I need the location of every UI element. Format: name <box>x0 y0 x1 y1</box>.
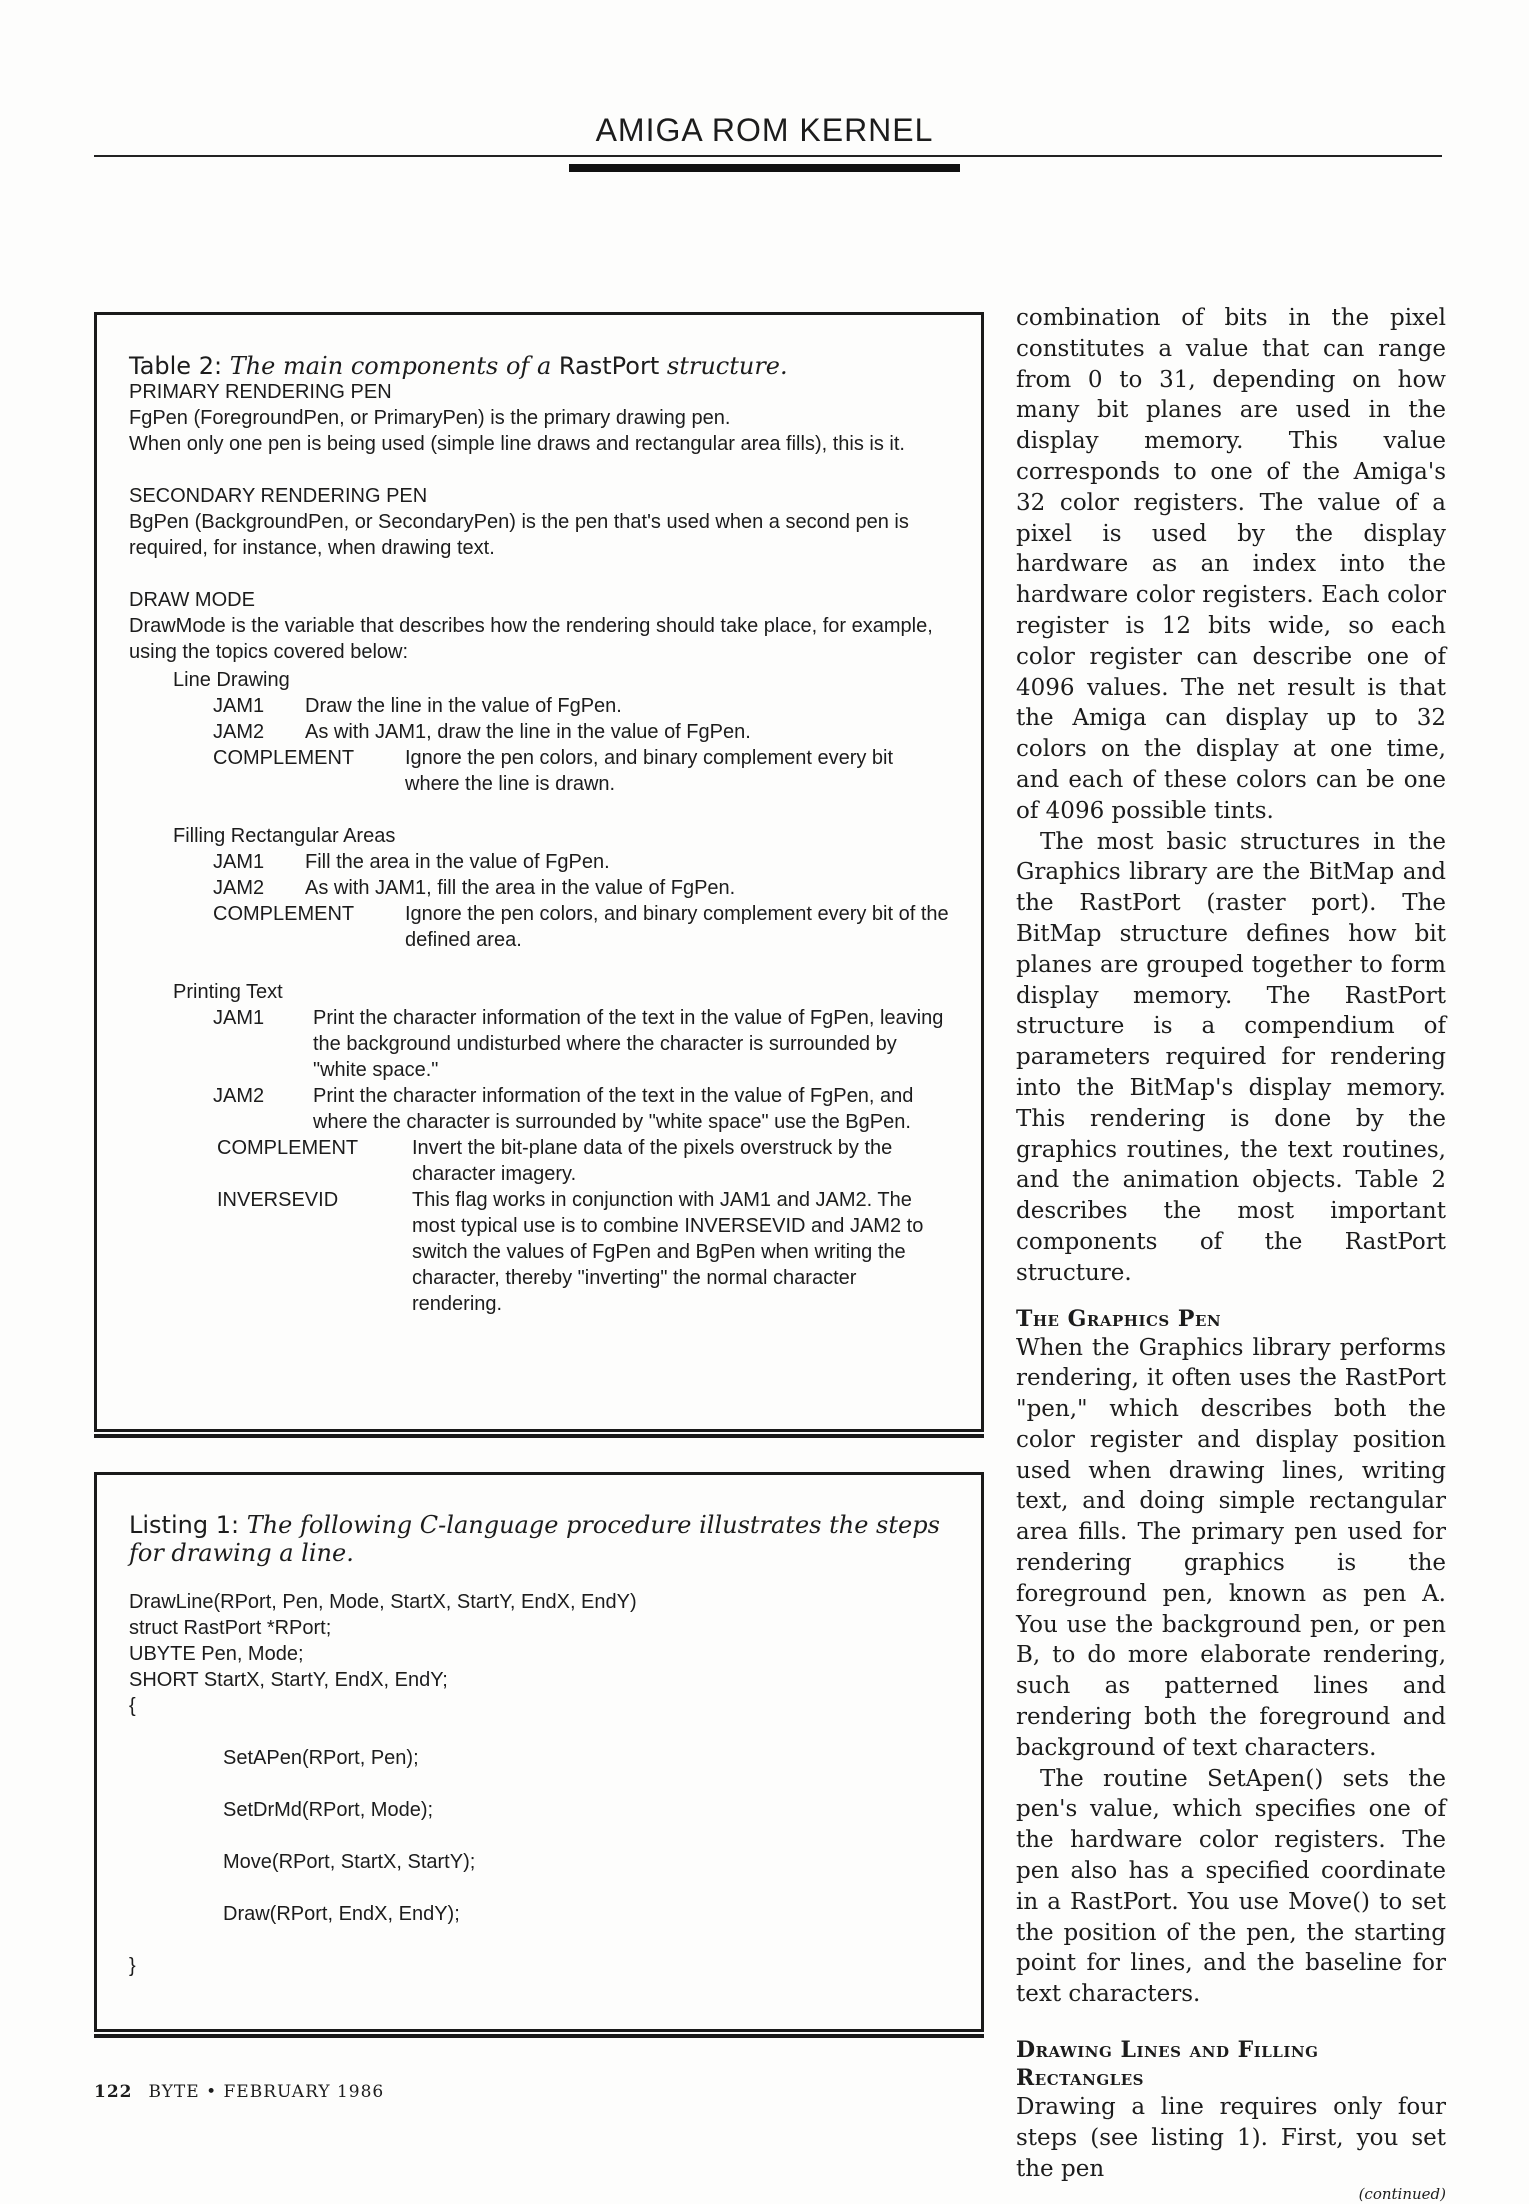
mode-key: JAM2 <box>213 877 265 899</box>
group-title: Printing Text <box>173 981 283 1003</box>
body-paragraph: When the Graphics library performs rendering, it often uses the RastPort "pen," which describes both the color register and display position used when drawing lines, writing text, and doing simple rectangular area fills. The primary pen used for rendering graphics is the foreground pen, known as pen A. You use the background pen, or pen B, to do more elaborate rendering, such as patterned lines and rendering both the foreground and background of text characters. <box>1016 1334 1446 1761</box>
listing-1-caption-text: The following C-language procedure illustrates the steps for drawing a line. <box>129 1511 940 1567</box>
subhead-line-1: Drawing Lines and Filling <box>1016 2037 1319 2064</box>
primary-pen-section <box>129 379 949 457</box>
secondary-pen-section <box>129 483 949 561</box>
mode-desc: Print the character information of the text in the value of FgPen, and where the character is surrounded by "white space" use the BgPen. <box>313 1085 914 1133</box>
mode-key: COMPLEMENT <box>213 747 355 769</box>
section-text: DrawMode is the variable that describes how the rendering should take place, for example, using the topics covered below: <box>129 615 933 663</box>
subhead-line-2: Rectangles <box>1016 2065 1144 2092</box>
body-paragraph: The routine SetApen() sets the pen's value, which specifies one of the hardware color registers. The pen also has a specified coordinate in a RastPort. You use Move() to set the position of the pen, the starting point for lines, and the baseline for text characters. <box>1016 1765 1446 2008</box>
table-2-content <box>129 353 949 1343</box>
listing-1-content <box>129 1511 959 1979</box>
code-line: { <box>129 1695 136 1717</box>
listing-1-box <box>94 1472 984 2032</box>
mode-desc: This flag works in conjunction with JAM1 and JAM2. The most typical use is to combine INVERSEVID and JAM2 to switch the values of FgPen and BgPen when writing the character, thereby "inverting" the normal character rendering. <box>412 1189 924 1315</box>
section-heading: PRIMARY RENDERING PEN <box>129 381 392 403</box>
section-text: FgPen (ForegroundPen, or PrimaryPen) is the primary drawing pen. <box>129 407 731 429</box>
mode-desc: Print the character information of the text in the value of FgPen, leaving the background undisturbed where the character is surrounded by "white space." <box>313 1007 944 1081</box>
section-text: When only one pen is being used (simple line draws and rectangular area fills), this is it. <box>129 433 905 455</box>
mode-key: JAM1 <box>213 1007 265 1029</box>
code-line: SetAPen(RPort, Pen); <box>223 1747 419 1769</box>
table-2-caption <box>129 353 949 379</box>
listing-1-label: Listing 1: <box>129 1511 240 1539</box>
mode-row <box>173 719 949 745</box>
mode-desc: Ignore the pen colors, and binary complement every bit of the defined area. <box>405 903 949 951</box>
body-paragraph: The most basic structures in the Graphics library are the BitMap and the RastPort (raster port). The BitMap structure defines how bit planes are grouped together to form display memory. The RastPort structure is a compendium of parameters required for rendering into the BitMap's display memory. This rendering is done by the graphics routines, the text routines, and the animation objects. Table 2 describes the most important components of the RastPort structure. <box>1016 828 1446 1286</box>
code-line: Move(RPort, StartX, StartY); <box>223 1851 476 1873</box>
section-text: BgPen (BackgroundPen, or SecondaryPen) is the pen that's used when a second pen is required, for instance, when drawing text. <box>129 511 909 559</box>
group-title: Filling Rectangular Areas <box>173 825 396 847</box>
mode-key: JAM1 <box>213 695 265 717</box>
code-line: UBYTE Pen, Mode; <box>129 1643 304 1665</box>
mode-desc: Ignore the pen colors, and binary complement every bit where the line is drawn. <box>405 747 894 795</box>
mode-key: JAM1 <box>213 851 265 873</box>
section-heading: DRAW MODE <box>129 589 255 611</box>
running-head: AMIGA ROM KERNEL <box>595 112 934 148</box>
continued-note: (continued) <box>1358 2185 1446 2204</box>
code-block <box>129 1589 959 1979</box>
header-rule <box>94 155 1442 157</box>
table-2-caption-part3: structure. <box>666 352 788 380</box>
page-footer <box>94 2082 384 2102</box>
section-heading: SECONDARY RENDERING PEN <box>129 485 428 507</box>
mode-key: JAM2 <box>213 721 265 743</box>
page-number: 122 <box>94 2082 133 2102</box>
subhead-graphics-pen: The Graphics Pen <box>1016 1305 1222 1332</box>
mode-row <box>173 745 949 797</box>
mode-desc: Invert the bit-plane data of the pixels overstruck by the character imagery. <box>412 1137 893 1185</box>
mode-row <box>173 849 949 875</box>
code-line: Draw(RPort, EndX, EndY); <box>223 1903 460 1925</box>
draw-mode-section <box>129 587 949 1317</box>
mode-row <box>173 901 949 953</box>
mode-desc: As with JAM1, fill the area in the value of FgPen. <box>305 877 736 899</box>
mode-key: JAM2 <box>213 1085 265 1107</box>
group-title: Line Drawing <box>173 669 290 691</box>
body-paragraph: Drawing a line requires only four steps (see listing 1). First, you set the pen <box>1016 2094 1446 2182</box>
publication-line: BYTE • FEBRUARY 1986 <box>148 2082 385 2102</box>
code-line: struct RastPort *RPort; <box>129 1617 332 1639</box>
mode-row <box>173 1005 949 1083</box>
mode-row <box>173 875 949 901</box>
mode-key: INVERSEVID <box>217 1189 339 1211</box>
mode-key: COMPLEMENT <box>217 1137 359 1159</box>
mode-desc: Draw the line in the value of FgPen. <box>305 695 622 717</box>
mode-desc: Fill the area in the value of FgPen. <box>305 851 610 873</box>
table-2-label: Table 2: <box>129 352 223 380</box>
mode-key: COMPLEMENT <box>213 903 355 925</box>
code-line: SHORT StartX, StartY, EndX, EndY; <box>129 1669 448 1691</box>
article-column <box>1016 303 1446 2204</box>
subhead-drawing-lines <box>1016 2036 1446 2092</box>
code-line: DrawLine(RPort, Pen, Mode, StartX, StartY, EndX, EndY) <box>129 1591 637 1613</box>
mode-row <box>173 1135 949 1187</box>
mode-desc: As with JAM1, draw the line in the value of FgPen. <box>305 721 751 743</box>
mode-row <box>173 1187 949 1317</box>
header-bar <box>569 164 960 172</box>
table-2-caption-part1: The main components of a <box>229 352 552 380</box>
code-line: } <box>129 1955 136 1977</box>
listing-1-caption <box>129 1511 959 1567</box>
mode-row <box>173 1083 949 1135</box>
mode-row <box>173 693 949 719</box>
table-2-box <box>94 312 984 1432</box>
body-paragraph: combination of bits in the pixel constitutes a value that can range from 0 to 31, depending on how many bit planes are used in the display memory. This value corresponds to one of the Amiga's 32 color registers. The value of a pixel is used by the display hardware as an index into the hardware color registers. Each color register is 12 bits wide, so each color register can describe one of 4096 values. The net result is that the Amiga can display up to 32 colors on the display at one time, and each of these colors can be one of 4096 possible tints. <box>1016 305 1446 824</box>
line-drawing-group <box>173 667 949 1317</box>
code-line: SetDrMd(RPort, Mode); <box>223 1799 434 1821</box>
table-2-caption-part2: RastPort <box>558 352 660 380</box>
